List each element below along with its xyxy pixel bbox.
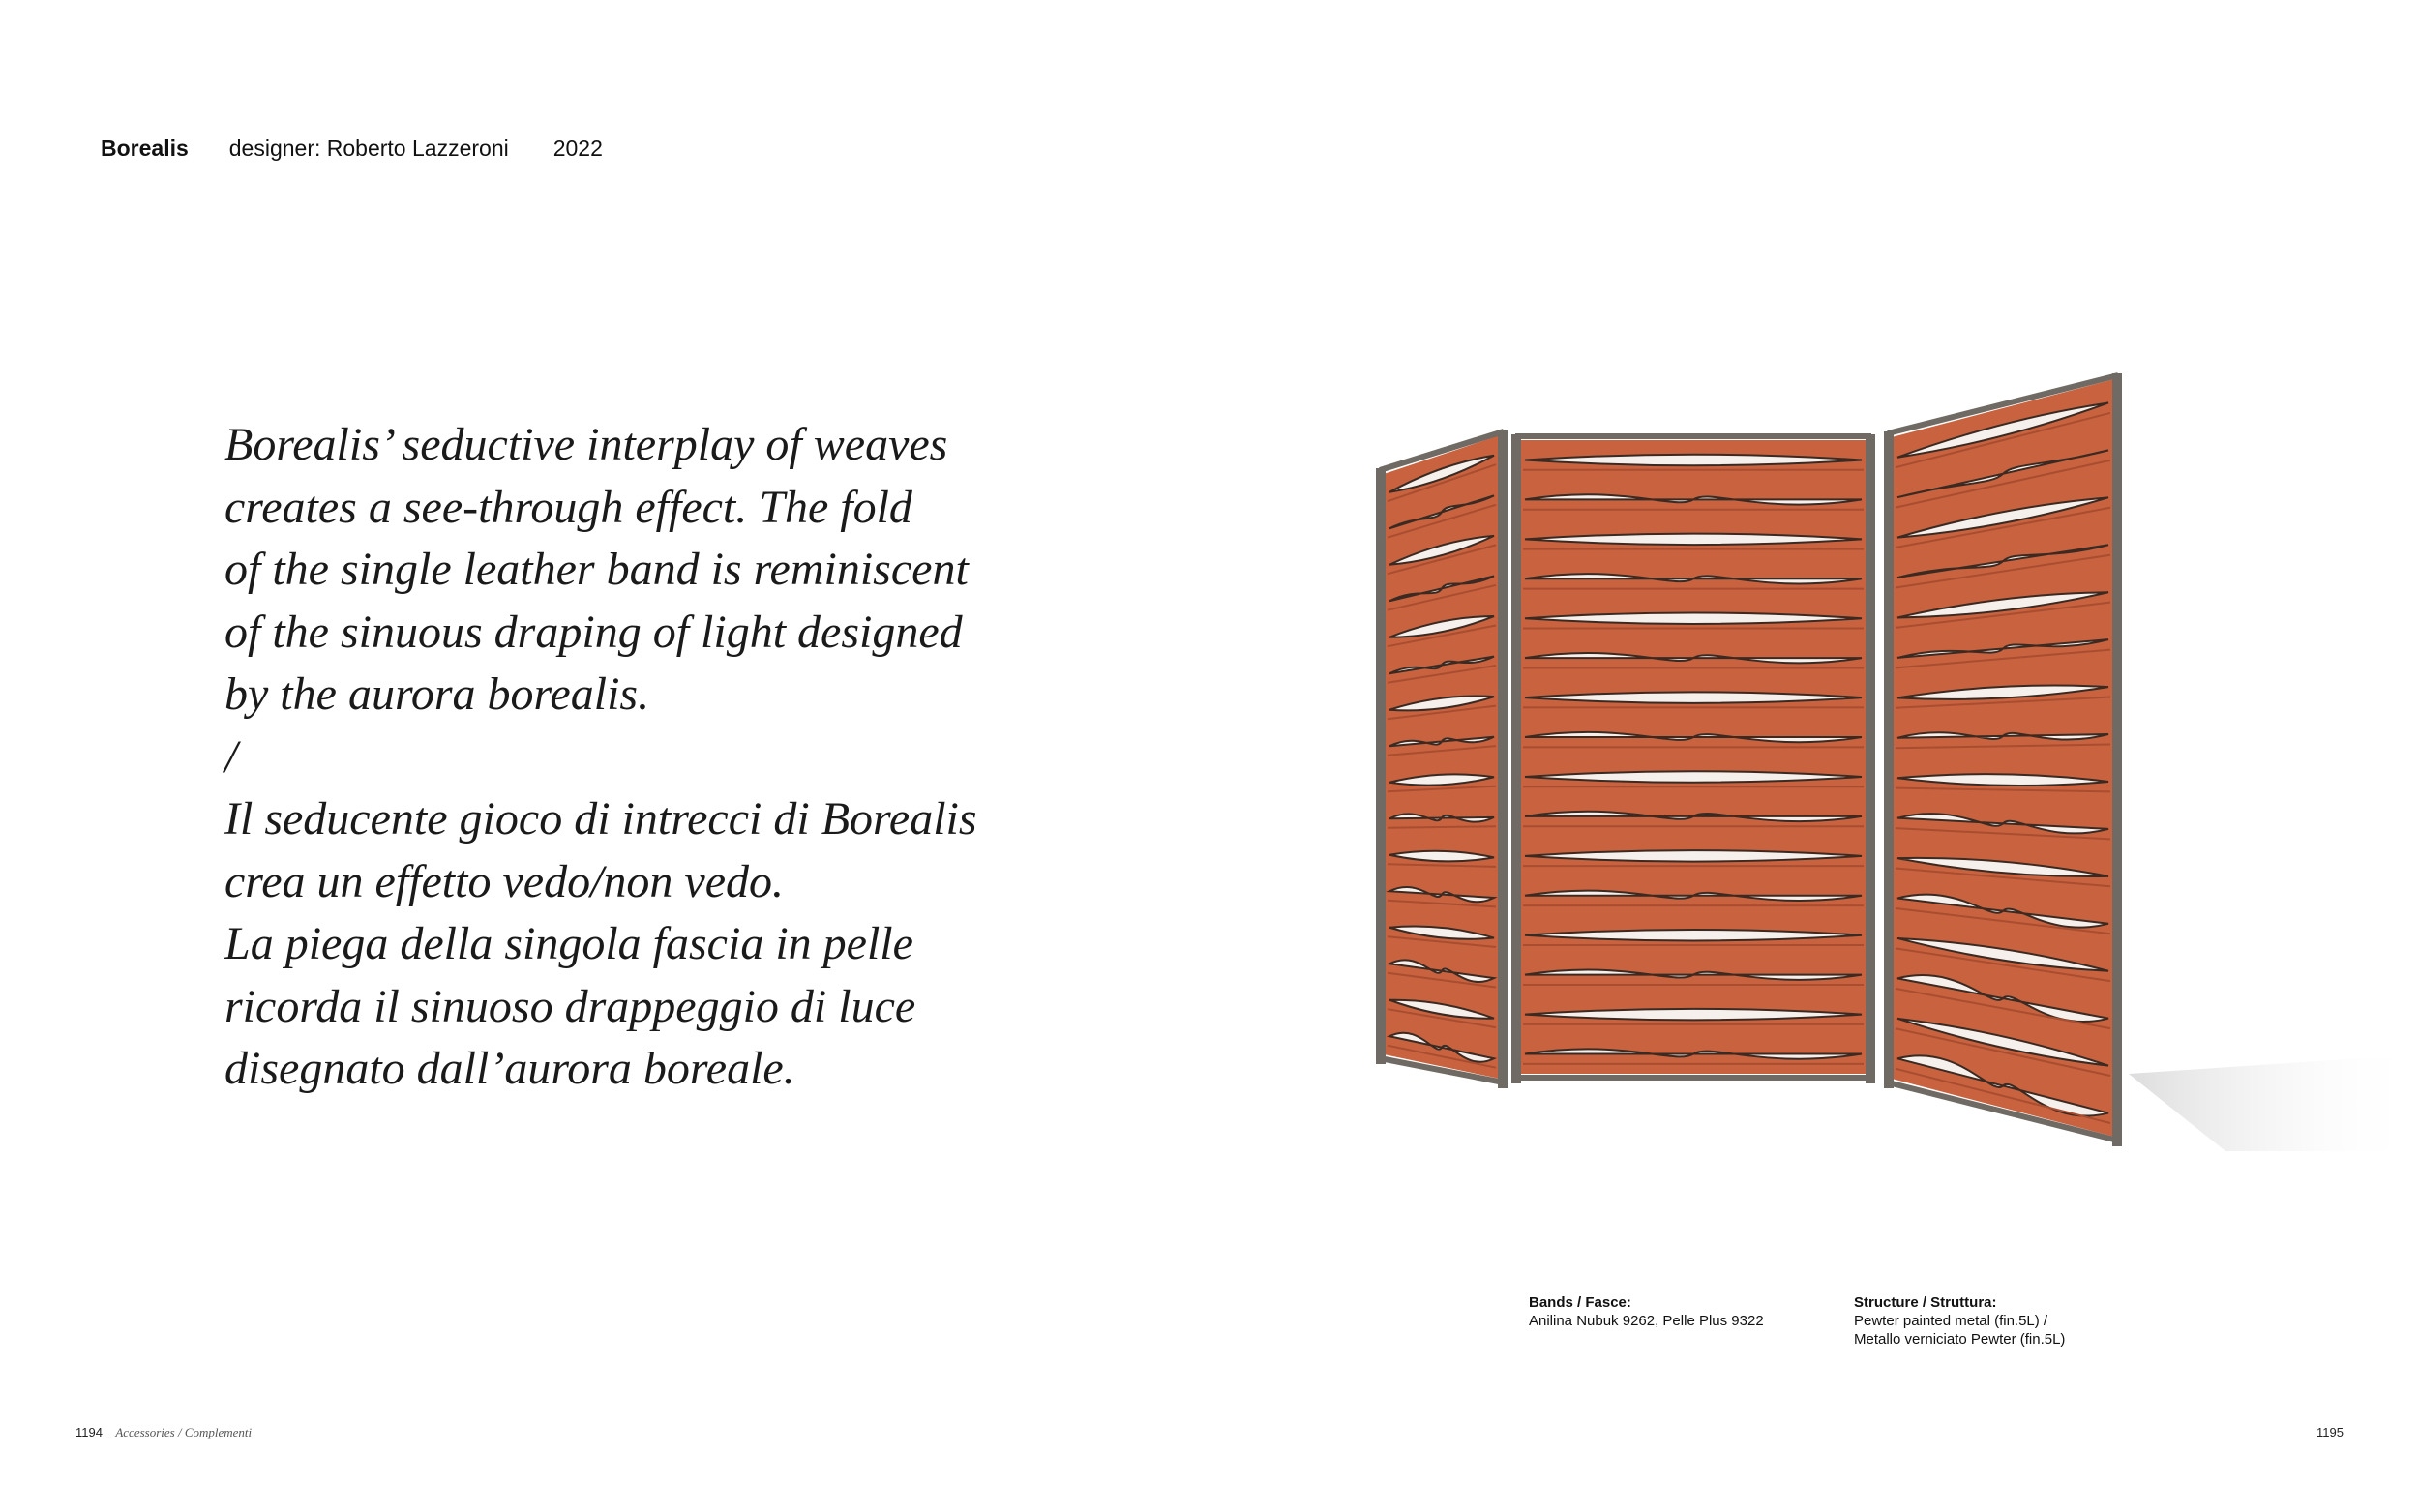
structure-spec [1854, 1293, 2065, 1349]
description-line-it: Il seducente gioco di intrecci di Borealis [224, 793, 977, 845]
band-edge [1388, 826, 1496, 827]
description-line-en: of the single leather band is reminiscent [224, 544, 969, 595]
product-name: Borealis [101, 135, 189, 161]
footer-separator: _ [102, 1425, 112, 1439]
page-number-right: 1195 [2316, 1425, 2344, 1439]
bands-value: Anilina Nubuk 9262, Pelle Plus 9322 [1529, 1313, 1764, 1329]
frame-post [1884, 431, 1894, 1088]
floor-shadow [2129, 1054, 2419, 1151]
bands-spec [1529, 1293, 1764, 1330]
structure-value-line: Metallo verniciato Pewter (fin.5L) [1854, 1331, 2066, 1348]
designer-credit: designer: Roberto Lazzeroni [228, 135, 509, 161]
section-name: Accessories / Complementi [115, 1425, 253, 1439]
screen-panel-center [1511, 434, 1875, 1083]
page-number-left: 1194 [75, 1425, 103, 1439]
frame-post [1511, 434, 1521, 1083]
screen-panel-right [1884, 373, 2122, 1146]
description-line-it: ricorda il sinuoso drappeggio di luce [224, 980, 916, 1032]
description-line-en: Borealis’ seductive interplay of weaves [224, 419, 948, 470]
product-image [1355, 358, 2419, 1171]
frame-post [2112, 373, 2122, 1146]
description-line-it: La piega della singola fascia in pelle [224, 918, 913, 969]
structure-value-line: Pewter painted metal (fin.5L) / [1854, 1313, 2048, 1329]
product-year: 2022 [552, 135, 603, 161]
structure-label: Structure / Struttura: [1854, 1294, 1997, 1311]
footer-left [75, 1425, 252, 1440]
description-line-en: creates a see-through effect. The fold [224, 481, 912, 533]
frame-post [1376, 468, 1386, 1064]
bands-label: Bands / Fasce: [1529, 1294, 1631, 1311]
frame-post [1866, 434, 1875, 1083]
language-separator: / [224, 730, 238, 783]
frame-post [1498, 430, 1508, 1088]
description-line-en: by the aurora borealis. [224, 668, 650, 720]
description-line-it: disegnato dall’aurora boreale. [224, 1043, 795, 1094]
description-line-it: crea un effetto vedo/non vedo. [224, 855, 785, 907]
folding-screen-illustration [1355, 358, 2419, 1171]
page-header [101, 135, 603, 162]
description-line-en: of the sinuous draping of light designed [224, 606, 963, 658]
screen-panel-left [1376, 430, 1508, 1088]
product-description [224, 414, 1018, 1101]
